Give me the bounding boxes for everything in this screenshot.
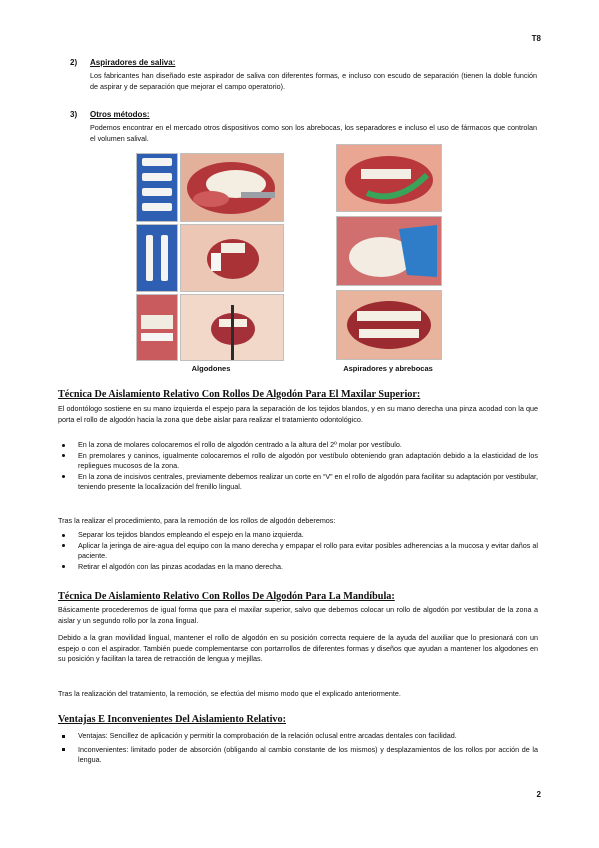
figure-aspiradores	[336, 144, 440, 358]
caption-aspiradores: Aspiradores y abrebocas	[343, 364, 433, 373]
list-item: Inconvenientes: limitado poder de absorción (obligando al cambio constante de los mismos) y desplazamientos de los rollos por acción de la lengua.	[58, 745, 538, 766]
list-item: Separar los tejidos blandos empleando el espejo en la mano izquierda.	[58, 530, 538, 541]
aspirator-photo-2	[336, 216, 442, 286]
page-number: 2	[536, 790, 541, 799]
section1-bullets	[58, 440, 538, 493]
item-body: Podemos encontrar en el mercado otros dispositivos como son los abrebocas, los separadores e incluso el uso de fármacos que controlan el volumen salival.	[90, 123, 537, 143]
mouth-roll-photo	[180, 153, 284, 222]
section-title-mandibula: Técnica De Aislamiento Relativo Con Rollos De Algodón Para La Mandíbula:	[58, 591, 395, 602]
list-item: Ventajas: Sencillez de aplicación y permitir la comprobación de la relación oclusal entre arcadas dentales con facilidad.	[58, 731, 538, 742]
list-item: En la zona de molares colocaremos el rollo de algodón centrado a la altura del 2º molar por vestíbulo.	[58, 440, 538, 451]
child-mouth-photo	[180, 224, 284, 292]
list-item: En la zona de incisivos centrales, previamente debemos realizar un corte en “V” en el rollo de algodón para facilitar su adaptación por vestibular, teniendo presente la localización del frenillo lingual.	[58, 472, 538, 493]
aspirator-photo-1	[336, 144, 442, 212]
caption-algodones: Algodones	[191, 364, 231, 373]
cotton-rolls-photo	[136, 153, 178, 222]
list-item: En premolares y caninos, igualmente colocaremos el rollo de algodón por vestíbulo obteniendo gran adaptación debido a la elasticidad de los repliegues mucosos de la zona.	[58, 451, 538, 472]
item-body: Los fabricantes han diseñado este aspirador de saliva con diferentes formas, e incluso con escudo de separación (tienen la doble función de aspirar y de separación que mejorar el campo operatorio).	[90, 71, 537, 91]
list-item: Retirar el algodón con las pinzas acodadas en la mano derecha.	[58, 562, 538, 573]
patient-face-photo	[180, 294, 284, 361]
section1-removal-bullets	[58, 530, 538, 572]
item-title: Aspiradores de saliva:	[90, 58, 176, 67]
item-number: 2)	[70, 58, 78, 67]
item-title: Otros métodos:	[90, 110, 150, 119]
header-tag: T8	[531, 34, 541, 43]
cotton-rolls-vertical-photo	[136, 224, 178, 292]
list-item: Aplicar la jeringa de aire-agua del equipo con la mano derecha y empapar el rollo para evitar posibles adherencias a la mucosa y evitar daños al paciente.	[58, 541, 538, 562]
section1-intro: El odontólogo sostiene en su mano izquierda el espejo para la separación de los tejidos blandos, y en su mano derecha una pinza acodad con la que porta el rollo de algodón hacia la zona que debe aislar para realizar el tratamiento odontológico.	[58, 404, 538, 424]
mouth-opener-photo	[336, 290, 442, 360]
section1-after: Tras la realizar el procedimiento, para la remoción de los rollos de algodón deberemos:	[58, 516, 336, 525]
section2-p1: Básicamente procederemos de igual forma que para el maxilar superior, salvo que debemos colocar un rollo de algodón por vestibular de la zona a aislar y un segundo rollo por la zona lingual.	[58, 605, 538, 625]
section2-p2: Debido a la gran movilidad lingual, mantener el rollo de algodón en su posición correcta requiere de la ayuda del auxiliar que lo presionará con un espejo o con el aspirador. También puede complementarse con portarrollos de diferentes formas y diseños que ayudan a mantener los algodones en su posición y facilitan la tarea de retracción de lengua y mejillas.	[58, 633, 538, 663]
figure-algodones	[136, 153, 282, 359]
section2-p3: Tras la realización del tratamiento, la remoción, se efectúa del mismo modo que el explicado anteriormente.	[58, 689, 401, 698]
section-title-ventajas: Ventajas E Inconvenientes Del Aislamiento Relativo:	[58, 714, 286, 725]
section-title-maxilar: Técnica De Aislamiento Relativo Con Rollos De Algodón Para El Maxilar Superior:	[58, 389, 421, 400]
section3-bullets	[58, 731, 538, 766]
teeth-closeup-photo	[136, 294, 178, 361]
item-number: 3)	[70, 110, 78, 119]
